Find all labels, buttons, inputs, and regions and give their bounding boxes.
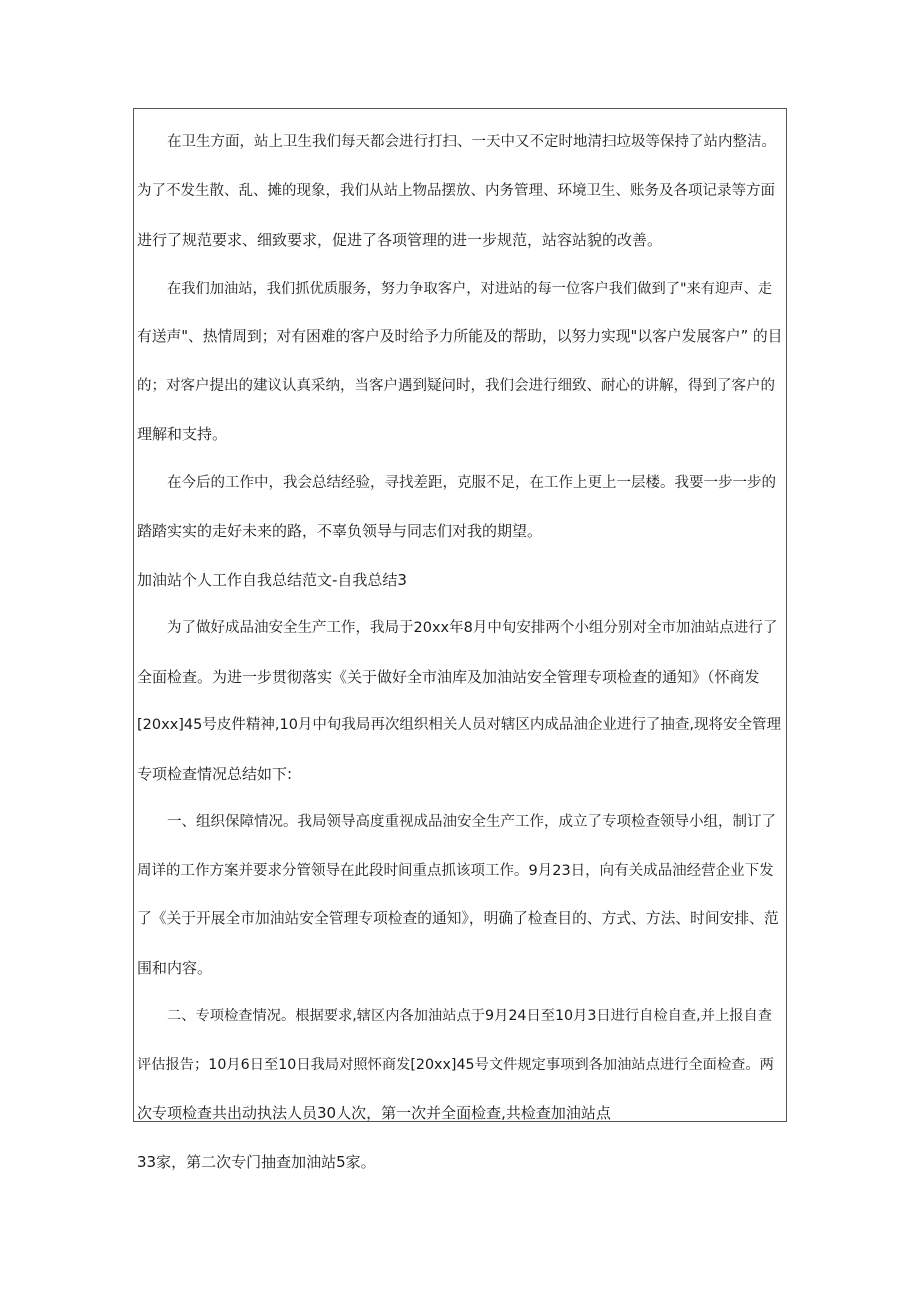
- paragraph-line: 33家，第二次专门抽查加油站5家。: [137, 1153, 376, 1171]
- paragraph-line: 进行了规范要求、细致要求，促进了各项管理的进一步规范，站容站貌的改善。: [137, 231, 663, 249]
- paragraph-line: 评估报告；10月6日至10日我局对照怀商发[20xx]45号文件规定事项到各加油站点进行全面检查。两: [137, 1057, 774, 1073]
- paragraph-line: 全面检查。为进一步贯彻落实《关于做好全市油库及加油站安全管理专项检查的通知》（怀商发: [137, 668, 760, 686]
- paragraph-line: 次专项检查共出动执法人员30人次，第一次并全面检查,共检查加油站点: [137, 1104, 611, 1122]
- paragraph-line: 了《关于开展全市加油站安全管理专项检查的通知》，明确了检查目的、方式、方法、时间安排、范: [137, 910, 779, 927]
- paragraph-line: 二、专项检查情况。根据要求,辖区内各加油站点于9月24日至10月3日进行自检自查,并上报自查: [167, 1008, 772, 1024]
- paragraph-line: 周详的工作方案并要求分管领导在此段时间重点抓该项工作。9月23日，向有关成品油经营企业下发: [137, 863, 774, 879]
- paragraph-line: 一、组织保障情况。我局领导高度重视成品油安全生产工作，成立了专项检查领导小组，制订了: [167, 814, 776, 830]
- paragraph-line: 专项检查情况总结如下:: [137, 765, 293, 783]
- paragraph-line: 为了做好成品油安全生产工作，我局于20xx年8月中旬安排两个小组分别对全市加油站点进行了: [167, 620, 778, 636]
- paragraph-line: 为了不发生散、乱、摊的现象，我们从站上物品摆放、内务管理、环境卫生、账务及各项记录等方面: [137, 183, 775, 199]
- paragraph-line: [20xx]45号皮件精神,10月中旬我局再次组织相关人员对辖区内成品油企业进行了抽查,现将安全管理: [137, 717, 782, 733]
- paragraph-line: 在今后的工作中，我会总结经验，寻找差距，克服不足，在工作上更上一层楼。我要一步一步的: [167, 475, 776, 491]
- section-heading: 加油站个人工作自我总结范文-自我总结3: [137, 571, 407, 589]
- paragraph-line: 在卫生方面，站上卫生我们每天都会进行打扫、一天中又不定时地清扫垃圾等保持了站内整洁。: [167, 134, 776, 150]
- paragraph-line: 理解和支持。: [137, 425, 228, 443]
- paragraph-line: 有送声"、热情周到；对有困难的客户及时给予力所能及的帮助，以努力实现"以客户发展客户” 的目: [137, 328, 783, 345]
- page-border-frame: [133, 108, 787, 1122]
- paragraph-line: 的；对客户提出的建议认真采纳，当客户遇到疑问时，我们会进行细致、耐心的讲解，得到了客户的: [137, 378, 775, 394]
- paragraph-line: 在我们加油站，我们抓优质服务，努力争取客户，对进站的每一位客户我们做到了"来有迎声、走: [167, 281, 773, 297]
- paragraph-line: 踏踏实实的走好未来的路，不辜负领导与同志们对我的期望。: [137, 522, 543, 540]
- paragraph-line: 围和内容。: [137, 959, 213, 977]
